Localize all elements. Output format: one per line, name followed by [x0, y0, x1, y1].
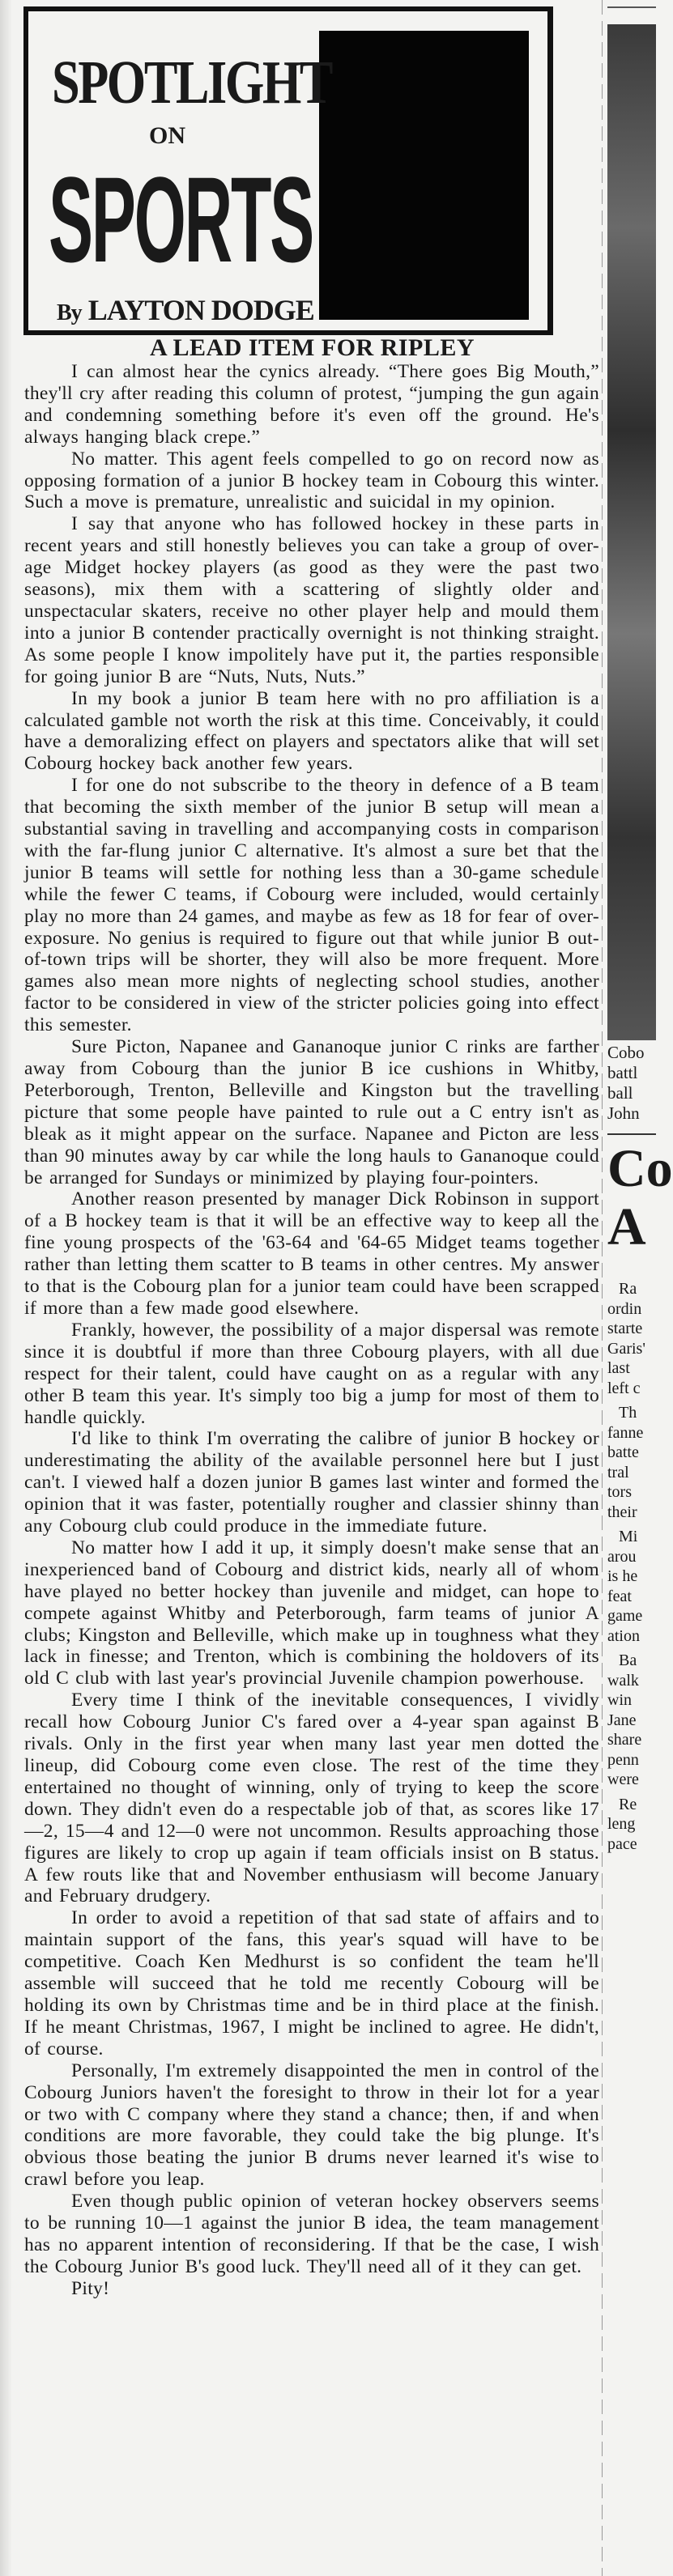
paragraph: Sure Picton, Napanee and Gananoque junior C rinks are farther away from Cobourg than the junior B ice cushions in Whitby, Peterborough, Trenton, Belleville and Kingston but the travelling picture that some people have painted to rule out a C entry isn't as bleak as it might appear on the surface. Napanee and Picton are less than 90 minutes away by car while the long hauls to Gananoque could be arranged for Sundays or minimized by playing four-pointers.: [24, 1036, 599, 1188]
column-divider: [602, 0, 603, 2576]
byline-author: LAYTON DODGE: [87, 294, 314, 326]
caption-line: Cobo: [607, 1043, 645, 1062]
paragraph: Another reason presented by manager Dick Robinson in support of a B hockey team is that it will be an effective way to keep all the fine young prospects of the '63-64 and '64-65 Midget teams together rather than letting them scatter to B teams in other centres. My answer to that is the Cobourg plan for a junior team could have been scrapped if more than a few made good elsewhere.: [24, 1188, 599, 1319]
paragraph: Even though public opinion of veteran hockey observers seems to be running 10—1 against the junior B idea, the team management has no apparent intention of reconsidering. If that be the case, I wish the Cobourg Junior B's good luck. They'll need all of it they can get.: [24, 2191, 599, 2277]
column-title-on: ON: [149, 122, 185, 149]
paragraph: Every time I think of the inevitable consequences, I vividly recall how Cobourg Junior C's fared over a 4-year span against B rivals. Only in the first year when many last year men dotted the lineup, did Cobourg come even close. The rest of the time they entertained no thought of winning, only of trying to keep the score down. They didn't even do a respectable job of that, as scores like 17—2, 15—4 and 12—0 were not uncommon. Results approaching those figures are likely to crop up again if team officials insist on B status. A few routs like that and November enthusiasm will become January and February drudgery.: [24, 1690, 599, 1907]
adjacent-rule: [607, 6, 656, 8]
fragment-line: win: [607, 1691, 632, 1709]
paragraph: No matter. This agent feels compelled to go on record now as opposing formation of a junior B hockey team in Cobourg this winter. Such a move is premature, unrealistic and suicidal in my opinion.: [24, 448, 599, 513]
adjacent-photo: [607, 24, 656, 1040]
fragment-line: game: [607, 1607, 643, 1625]
paragraph: I'd like to think I'm overrating the calibre of junior B hockey or underestimating the ability of the available personnel here but I just can't. I viewed half a dozen junior B games last winter and formed the opinion that it was faster, potentially rougher and classier shinny than any Cobourg club could produce in the immediate future.: [24, 1428, 599, 1537]
fragment-line: Garis': [607, 1339, 645, 1358]
column-title-spotlight: SPOTLIGHT: [52, 49, 331, 117]
paragraph: Frankly, however, the possibility of a major dispersal was remote since it is doubtful if more than three Cobourg players, with all due respect for their talent, could have caught on as a regular with any other B team this year. It's simply too big a jump for most of them to handle quickly.: [24, 1319, 599, 1428]
article-subhead: A LEAD ITEM FOR RIPLEY: [150, 334, 475, 361]
adjacent-article-fragments: [607, 1279, 645, 1854]
fragment-line: Ra: [619, 1280, 637, 1298]
fragment-line: Jane: [607, 1711, 637, 1729]
fragment-line: were: [607, 1770, 639, 1788]
paragraph: I for one do not subscribe to the theory in defence of a B team that becoming the sixth member of the junior B setup will mean a substantial saving in travelling and accompanying costs in comparison with the far-flung junior C alternative. It's almost a sure bet that the junior B teams will settle for nothing less than a 30-game schedule while the fewer C teams, if Cobourg were included, would certainly play no more than 24 games, and maybe as few as 18 for fear of over-exposure. No genius is required to figure out that while junior B out-of-town trips will be shorter, they will also be more frequent. More games also mean more nights of neglecting school studies, another factor to be considered in view of the stricter policies going into effect this semester.: [24, 775, 599, 1036]
fragment-line: batte: [607, 1443, 639, 1461]
fragment-line: arou: [607, 1547, 637, 1566]
fragment-line: penn: [607, 1750, 639, 1769]
fragment-line: their: [607, 1503, 637, 1521]
byline: [57, 295, 314, 329]
fragment-line: leng: [607, 1815, 636, 1833]
fragment-line: tors: [607, 1483, 632, 1501]
paragraph: No matter how I add it up, it simply doesn't make sense that an inexperienced band of Cobourg and district kids, nearly all of whom have played no better hockey than juvenile and midget, can hope to compete against Whitby and Peterborough, farm teams of junior A clubs; Kingston and Belleville, which make up in toughness what they lack in finesse; and Trenton, which is combining the holdovers of its old C club with last year's provincial Juvenile champion powerhouse.: [24, 1537, 599, 1690]
article-body: [24, 361, 599, 2300]
fragment-line: ation: [607, 1626, 640, 1645]
adjacent-rule: [607, 1133, 656, 1135]
fragment-line: last: [607, 1359, 630, 1377]
fragment-line: fanne: [607, 1423, 644, 1442]
fragment-line: share: [607, 1731, 642, 1749]
fragment-line: Th: [619, 1404, 637, 1422]
fragment-line: Re: [619, 1795, 637, 1813]
paragraph: Pity!: [71, 2277, 110, 2299]
paragraph: I can almost hear the cynics already. “There goes Big Mouth,” they'll cry after reading this column of protest, “jumping the gun again and condemning something before it's even off the ground. He's always hanging black crepe.”: [24, 361, 599, 448]
scan-margin: [0, 0, 11, 2576]
headline-line: Co: [607, 1139, 673, 1198]
adjacent-photo-caption: [607, 1043, 645, 1124]
paragraph: I say that anyone who has followed hockey in these parts in recent years and still honestly believes you can take a group of over-age Midget hockey players (as good as they were the past two seasons), mix them with a scattering of slightly older and unspectacular skaters, receive no other player help and mould them into a junior B contender practically overnight is not thinking straight. As some people I know impolitely have put it, the parties responsible for going junior B are “Nuts, Nuts, Nuts.”: [24, 513, 599, 687]
caption-line: battl: [607, 1063, 638, 1082]
fragment-line: ordin: [607, 1299, 642, 1318]
paragraph: Personally, I'm extremely disappointed the men in control of the Cobourg Juniors haven't the foresight to throw in their lot for a year or two with C company where they stand a chance; then, if and when conditions are more favorable, they could take the big plunge. It's obvious those beating the junior B drums never learned it's wise to crawl before you leap.: [24, 2060, 599, 2191]
fragment-line: left c: [607, 1379, 641, 1397]
fragment-line: starte: [607, 1320, 643, 1337]
caption-line: ball: [607, 1083, 633, 1103]
fragment-line: Ba: [619, 1651, 637, 1669]
fragment-line: tral: [607, 1463, 629, 1481]
fragment-line: Mi: [619, 1528, 638, 1545]
adjacent-headline: [607, 1140, 673, 1256]
columnist-photo: [319, 31, 529, 320]
fragment-line: is he: [607, 1567, 638, 1585]
fragment-line: pace: [607, 1834, 637, 1853]
caption-line: John: [607, 1103, 640, 1123]
fragment-line: walk: [607, 1671, 639, 1690]
adjacent-column: [606, 0, 673, 2576]
headline-line: A: [607, 1197, 646, 1256]
paragraph: In order to avoid a repetition of that sad state of affairs and to maintain support of the fans, this year's squad will have to be competitive. Coach Ken Medhurst is so confident the team he'll assemble will succeed that he told me recently Cobourg will be holding its own by Christmas time and be in third place at the finish. If he meant Christmas, 1967, I might be inclined to agree. He didn't, of course.: [24, 1907, 599, 2060]
paragraph: In my book a junior B team here with no pro affiliation is a calculated gamble not worth the risk at this time. Conceivably, it could have a demoralizing effect on players and spectators alike that will set Cobourg hockey back another few years.: [24, 687, 599, 775]
fragment-line: feat: [607, 1587, 632, 1605]
column-title-sports: SPORTS: [49, 151, 313, 287]
byline-by: By: [57, 300, 82, 325]
